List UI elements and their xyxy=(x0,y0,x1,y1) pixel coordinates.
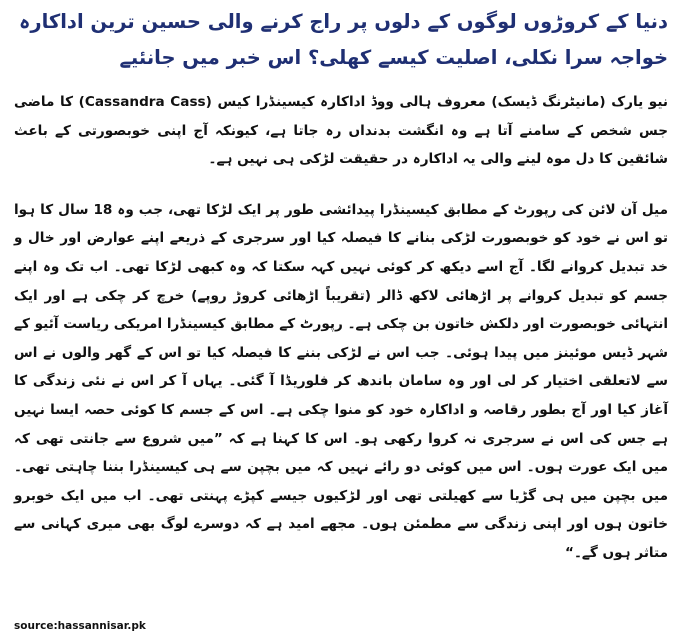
article xyxy=(14,4,668,636)
article-paragraph-body: میل آن لائن کی رپورٹ کے مطابق کیسینڈرا پیدائشی طور پر ایک لڑکا تھی، جب وہ 18 سال کا ہوا تو اس نے خود کو خوبصورت لڑکی بنانے کا فیصلہ کیا اور سرجری کے ذریعے اپنے عوارض اور خال و خد تبدیل کروانے لگا۔ آج اسے دیکھ کر کوئی نہیں کہہ سکتا کہ وہ کبھی لڑکا تھی۔ اب تک وہ اپنے جسم کو تبدیل کروانے پر اڑھائی لاکھ ڈالر (تقریباً اڑھائی کروڑ روپے) خرچ کر چکی ہے اور ایک انتہائی خوبصورت اور دلکش خاتون بن چکی ہے۔ رپورٹ کے مطابق کیسینڈرا امریکی ریاست آئیو کے شہر ڈیس موئینز میں پیدا ہوئی۔ جب اس نے لڑکی بننے کا فیصلہ کیا تو اس کے گھر والوں نے اس سے لاتعلقی اختیار کر لی اور وہ سامان باندھ کر فلوریڈا آ گئی۔ یہاں آ کر اس نے نئی زندگی کا آغاز کیا اور آج بطور رقاصہ و اداکارہ خود کو منوا چکی ہے۔ اس کے جسم کا کوئی حصہ ایسا نہیں ہے جس کی اس نے سرجری نہ کروا رکھی ہو۔ اس کا کہنا ہے کہ ”میں شروع سے جانتی تھی کہ میں ایک عورت ہوں۔ اس میں کوئی دو رائے نہیں کہ میں بچپن سے ہی کیسینڈرا بننا چاہتی تھی۔ میں بچپن میں ہی گڑیا سے کھیلتی تھی اور لڑکیوں جیسے کپڑے پہنتی تھی۔ اب میں ایک خوبرو خاتون ہوں اور اپنی زندگی سے مطمئن ہوں۔ مجھے امید ہے کہ دوسرے لوگ بھی میری کہانی سے متاثر ہوں گے۔“ xyxy=(14,201,669,561)
article-paragraph-intro: نیو یارک (مانیٹرنگ ڈیسک) معروف ہالی ووڈ اداکارہ کیسینڈرا کیس (Cassandra Cass) کا ماضی جس شخص کے سامنے آتا ہے وہ انگشت بدنداں رہ جاتا ہے، کیونکہ آج اپنی خوبصورتی کے باعث شائقین کا دل موہ لینے والی یہ اداکارہ در حقیقت لڑکی ہی نہیں ہے۔ xyxy=(14,94,668,168)
source-credit: source:hassannisar.pk xyxy=(14,620,146,632)
article-headline: دنیا کے کروڑوں لوگوں کے دلوں پر راج کرنے والی حسین ترین اداکارہ خواجہ سرا نکلی، اصلیت کیسے کھلی؟ اس خبر میں جانئیے xyxy=(18,10,668,69)
